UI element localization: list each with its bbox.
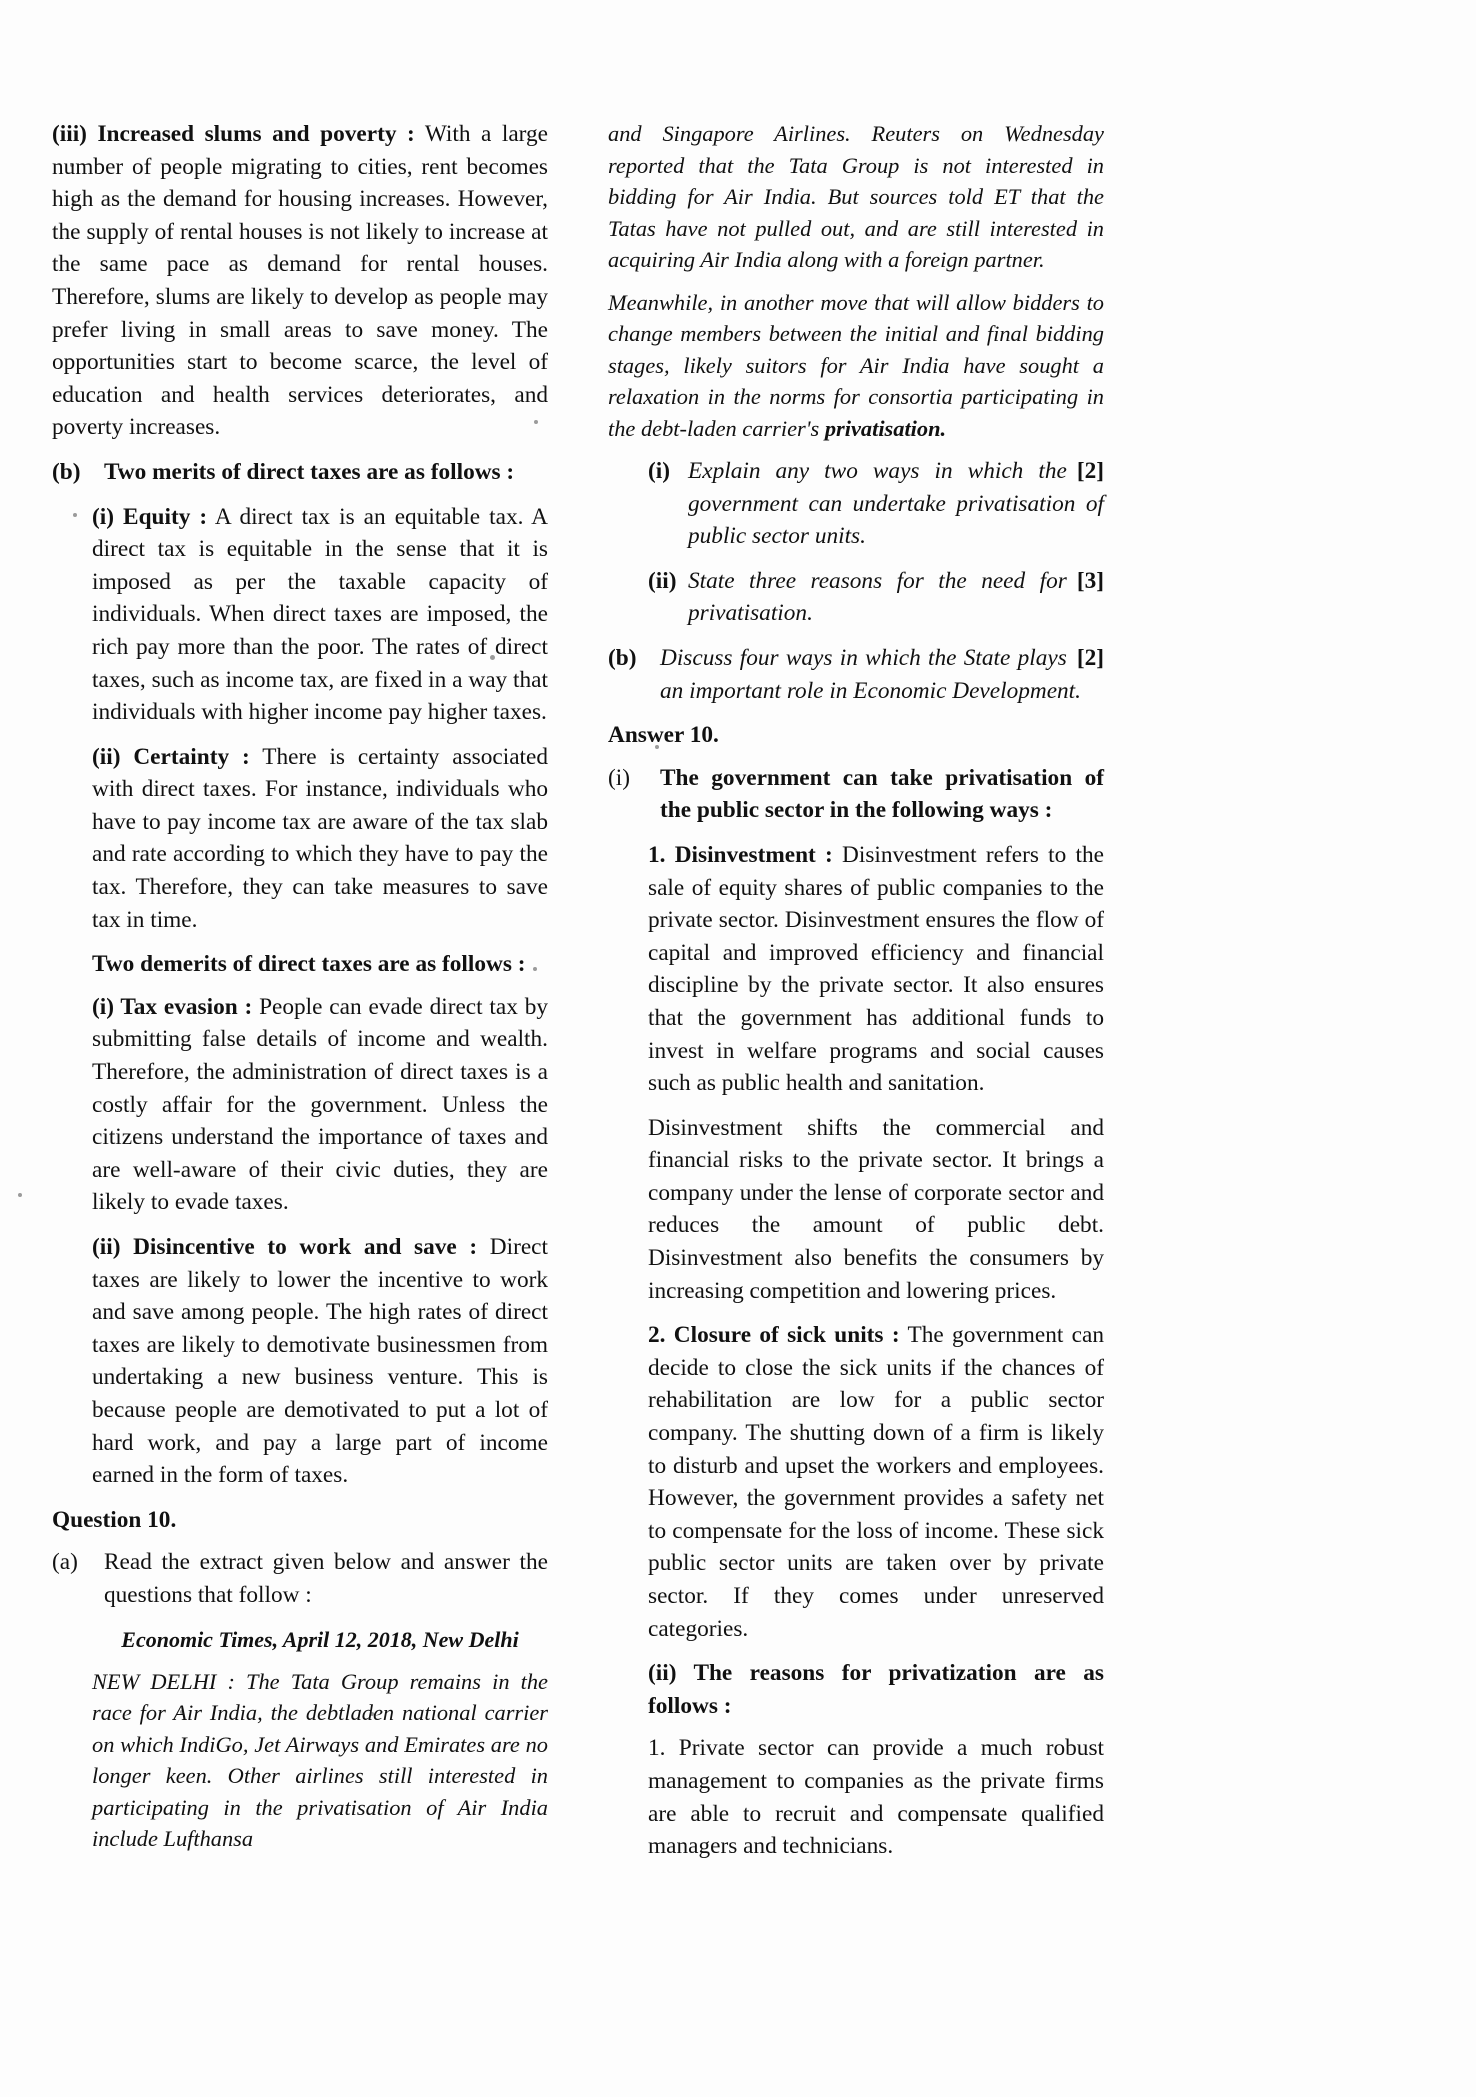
heading-two-demerits: Two demerits of direct taxes are as follows :	[92, 951, 526, 978]
heading-answer-10: Answer 10.	[608, 722, 719, 749]
heading-reasons-privatization: (ii) The reasons for privatization are as follows :	[648, 1660, 1104, 1719]
text-increased-slums: With a large number of people migrating to cities, rent becomes high as the demand for housing increases. However, the supply of rental houses is not likely to increase at the same pace as demand for rental houses. Therefore, slums are likely to develop as people may prefer living in small areas to save money. The opportunities start to become scarce, the level of education and health services deteriorates, and poverty increases.	[52, 121, 548, 441]
extract-paragraph-1: NEW DELHI : The Tata Group remains in the race for Air India, the debtladen national carrier on which IndiGo, Jet Airways and Emirates are no longer keen. Other airlines still interested in participating in the privatisation of Air India include Lufthansa	[92, 1668, 548, 1852]
item-text-b-merits: Two merits of direct taxes are as follows :	[104, 458, 515, 485]
text-equity: A direct tax is an equitable tax. A direct tax is equitable in the sense that it is imposed as per the taxable capacity of individuals. When direct taxes are imposed, the rich pay more than the poor. The rates of direct taxes, such as income tax, are fixed in a way that individuals with higher income pay higher taxes.	[92, 503, 548, 726]
extract-paragraph-3	[608, 287, 1104, 445]
heading-question-10: Question 10.	[52, 1506, 177, 1533]
question-item-i	[608, 455, 1104, 553]
marks-b: [2]	[1076, 644, 1104, 671]
two-column-body	[52, 118, 1424, 2058]
text-disincentive: Direct taxes are likely to lower the incentive to work and save among people. The high rates of direct taxes are likely to demotivate businessmen from undertaking a new business venture. This is because people are demotivated to put a lot of hard work, and pay a large part of income earned in the form of taxes.	[92, 1234, 548, 1489]
item-b-merits	[52, 456, 548, 489]
paragraph-tax-evasion	[52, 991, 548, 1219]
paragraph-closure-sick-units	[608, 1319, 1104, 1645]
lead-closure-sick-units: 2. Closure of sick units :	[648, 1322, 900, 1349]
question-i-body: Explain any two ways in which the government can undertake privatisation of public sector units.	[688, 458, 1104, 550]
question-label-i: (i)	[648, 458, 670, 484]
extract-3-text: Meanwhile, in another move that will allow bidders to change members between the initial and final bidding stages, likely suitors for Air India have sought a relaxation in the norms for consortia participating in the debt-laden carrier's	[608, 289, 1104, 441]
lead-disinvestment: 1. Disinvestment :	[648, 841, 833, 868]
question-text-ii	[688, 565, 1104, 630]
item-q10-a	[52, 1546, 548, 1611]
item-text-q10-a: Read the extract given below and answer the questions that follow :	[104, 1549, 548, 1608]
paragraph-reason-1: 1. Private sector can provide a much robust management to companies as the private firms are able to recruit and compensate qualified managers and technicians.	[648, 1735, 1104, 1860]
item-label-a: (a)	[52, 1549, 78, 1576]
paragraph-disincentive	[52, 1231, 548, 1492]
source-citation: Economic Times, April 12, 2018, New Delhi	[121, 1626, 519, 1652]
answer-text-i: The government can take privatisation of the public sector in the following ways :	[660, 764, 1104, 824]
marks-i: [2]	[1076, 458, 1104, 484]
extract-paragraph-2: and Singapore Airlines. Reuters on Wednesday reported that the Tata Group is not interested in bidding for Air India. But sources told ET that the Tatas have not pulled out, and are still interested in acquiring Air India along with a foreign partner.	[608, 121, 1104, 272]
paragraph-disinvestment-2: Disinvestment shifts the commercial and financial risks to the private sector. It brings a company under the lense of corporate sector and reduces the amount of public debt. Disinvestment also benefits the consumers by increasing competition and lowering prices.	[648, 1114, 1104, 1304]
right-column	[608, 118, 1104, 2058]
question-label-b: (b)	[608, 644, 637, 671]
question-item-ii	[608, 565, 1104, 630]
paragraph-increased-slums	[52, 118, 548, 444]
scan-speck	[18, 1193, 22, 1197]
item-label-b: (b)	[52, 458, 81, 485]
question-ii-body: State three reasons for the need for privatisation.	[688, 567, 1067, 627]
question-text-i	[688, 455, 1104, 553]
paragraph-certainty	[52, 741, 548, 937]
lead-equity: (i) Equity :	[92, 503, 208, 530]
text-certainty: There is certainty associated with direct taxes. For instance, individuals who have to pay income tax are aware of the tax slab and rate according to which they have to pay the tax. Therefore, they can take measures to save tax in time.	[92, 743, 548, 933]
marks-ii: [3]	[1076, 567, 1104, 594]
paragraph-disinvestment-1	[608, 839, 1104, 1100]
text-tax-evasion: People can evade direct tax by submitting false details of income and wealth. Therefore, the administration of direct taxes is a costly affair for the government. Unless the citizens understand the importance of taxes and are well-aware of their civic duties, they are likely to evade taxes.	[92, 993, 549, 1216]
left-column	[52, 118, 548, 2058]
question-item-b	[608, 642, 1104, 707]
lead-certainty: (ii) Certainty :	[92, 743, 250, 770]
question-text-b	[660, 642, 1104, 707]
text-disinvestment-1: Disinvestment refers to the sale of equity shares of public companies to the private sector. Disinvestment ensures the flow of capital and improved efficiency and financial discipline by the private sector. It also ensures that the government has additional funds to invest in welfare programs and social causes such as public health and sanitation.	[648, 841, 1104, 1097]
lead-disincentive: (ii) Disincentive to work and save :	[92, 1234, 478, 1260]
text-closure-sick-units: The government can decide to close the sick units if the chances of rehabilitation are low for a public sector company. The shutting down of a firm is likely to disturb and upset the workers and employees. However, the government provides a safety net to compensate for the loss of income. These sick public sector units are taken over by private sector. If they comes under unreserved categories.	[648, 1322, 1104, 1642]
lead-tax-evasion: (i) Tax evasion :	[92, 993, 253, 1020]
question-label-ii: (ii)	[648, 567, 677, 594]
answer-item-i	[608, 762, 1104, 827]
lead-increased-slums: (iii) Increased slums and poverty :	[52, 121, 415, 147]
extract-3-bold-tail: privatisation.	[824, 415, 947, 441]
question-b-body: Discuss four ways in which the State plays an important role in Economic Development.	[660, 644, 1081, 704]
answer-label-i: (i)	[608, 764, 630, 791]
paragraph-equity	[52, 501, 548, 729]
